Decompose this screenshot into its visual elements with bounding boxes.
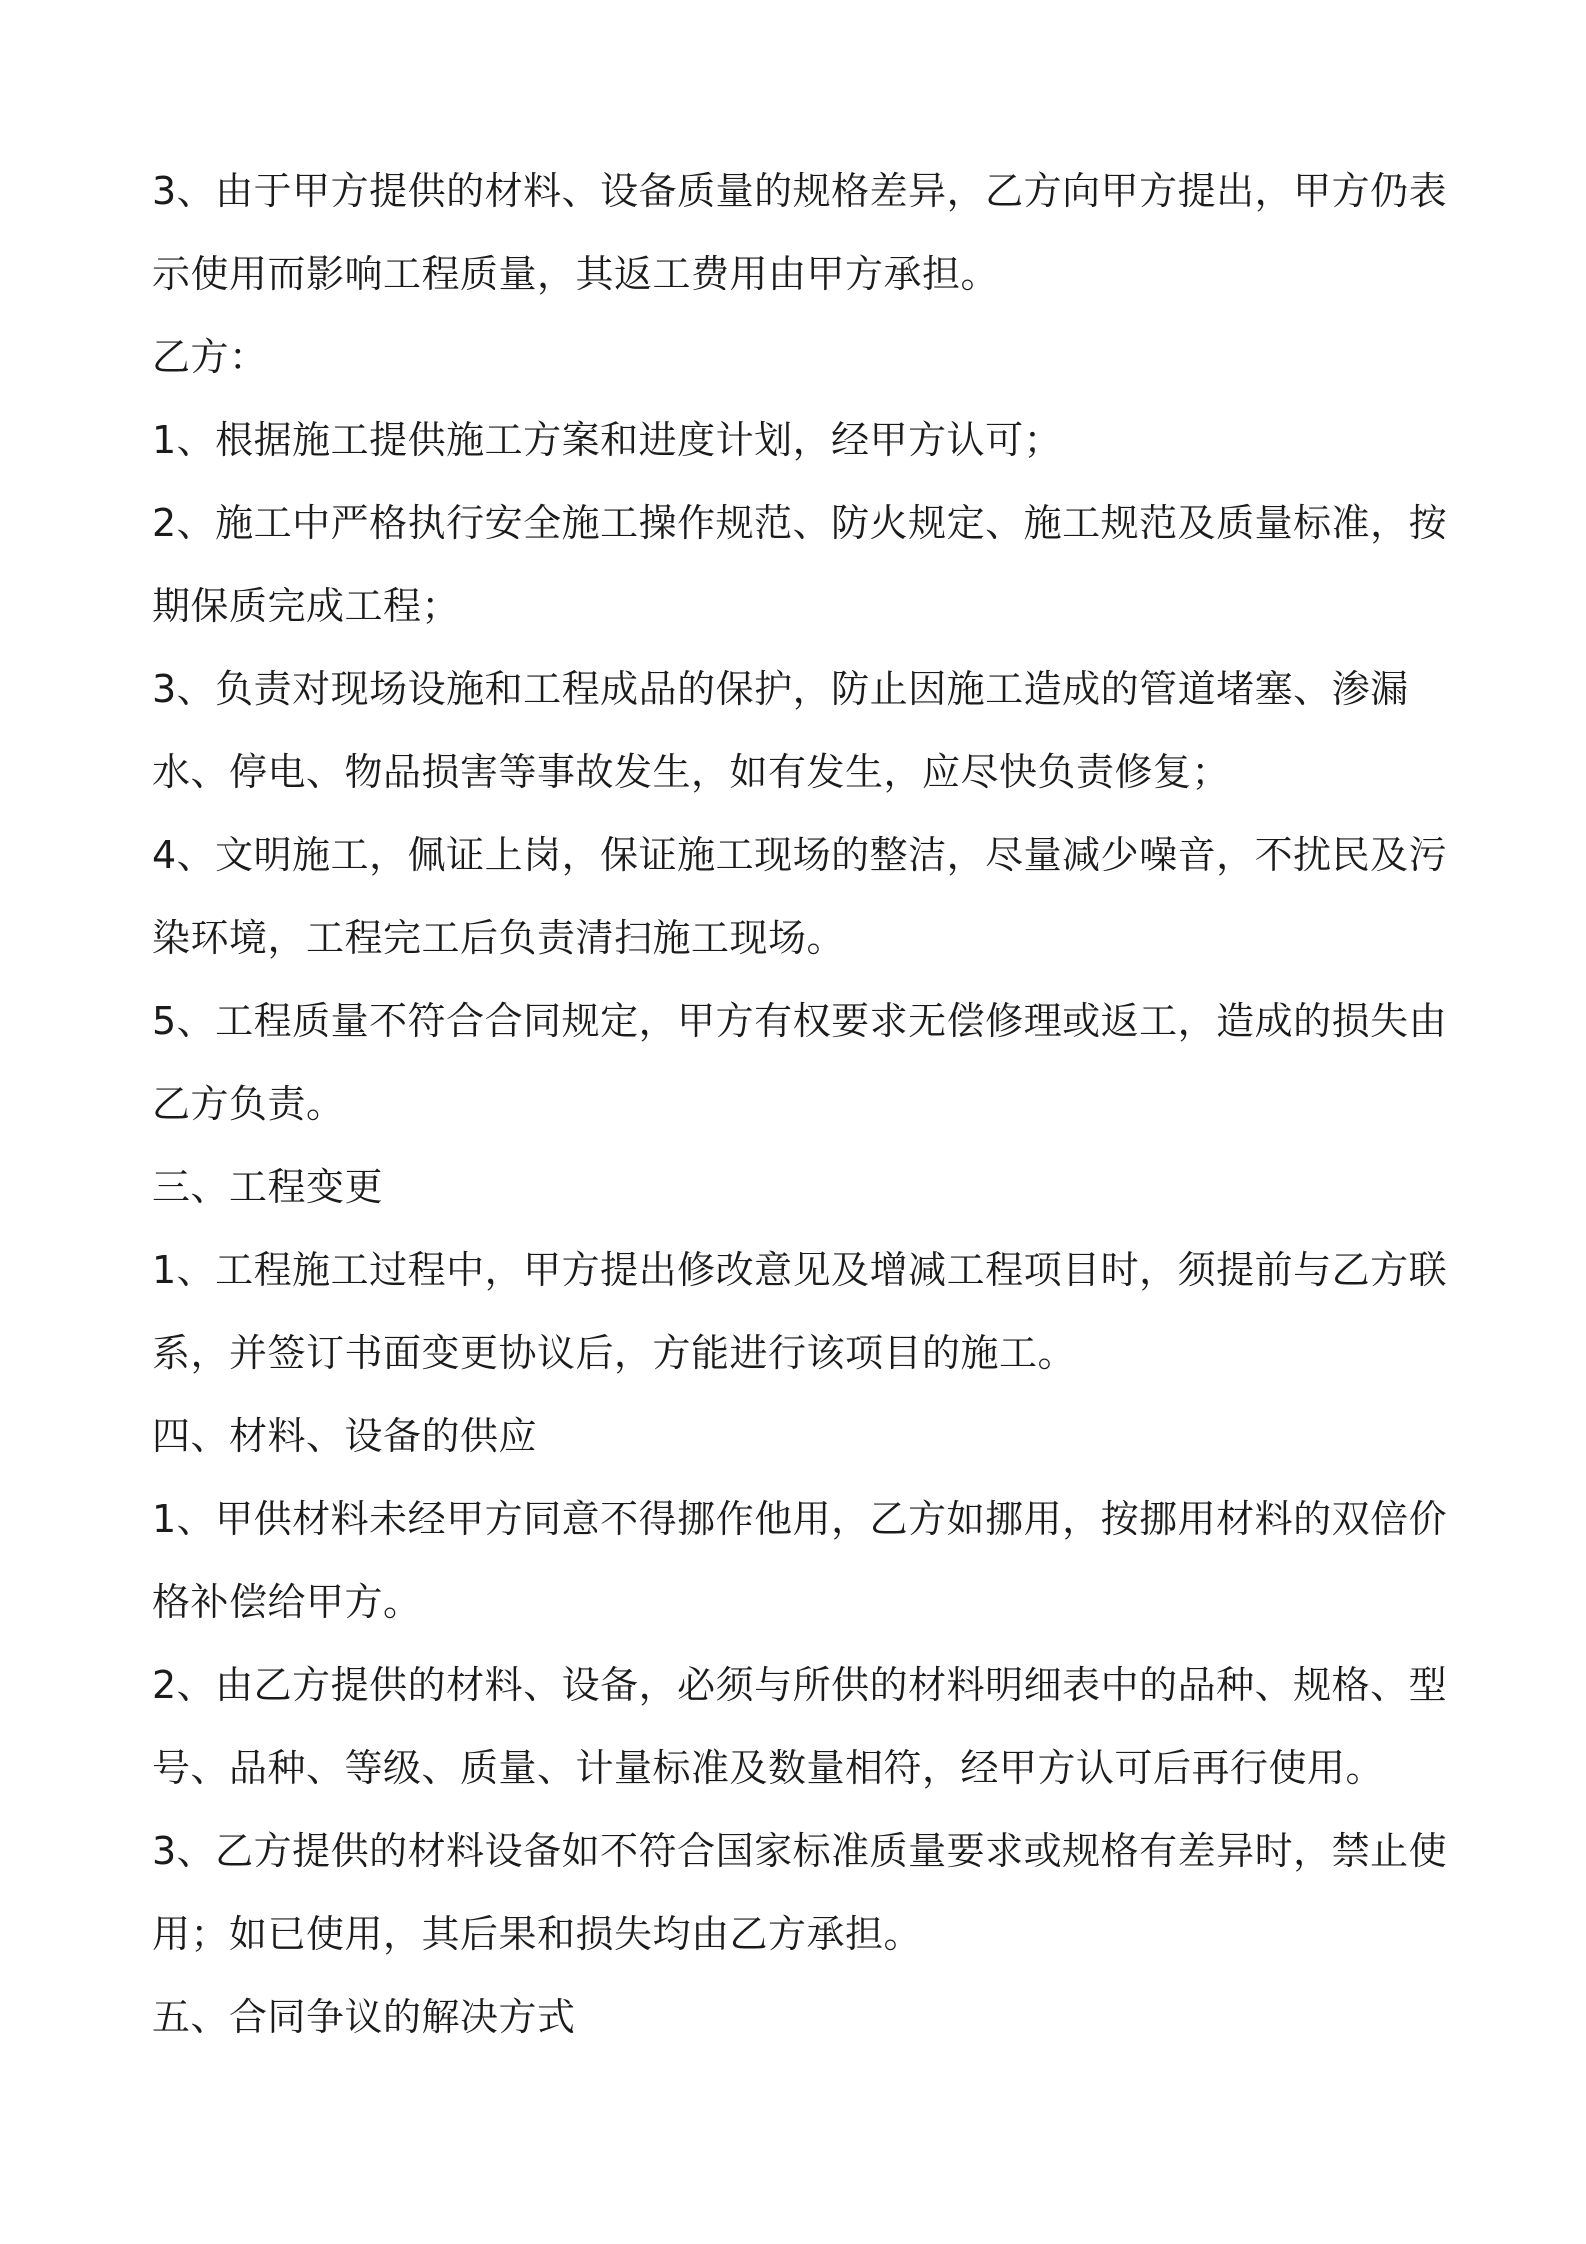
paragraph-item-3-site-protection: 3、负责对现场设施和工程成品的保护，防止因施工造成的管道堵塞、渗漏水、停电、物品损害等事故发生，如有发生，应尽快负责修复； — [152, 667, 1409, 794]
paragraph-supply-item-2: 2、由乙方提供的材料、设备，必须与所供的材料明细表中的品种、规格、型号、品种、等级、质量、计量标准及数量相符，经甲方认可后再行使用。 — [152, 1663, 1448, 1790]
paragraph-item-4-civilized-construction: 4、文明施工，佩证上岗，保证施工现场的整洁，尽量减少噪音，不扰民及污染环境，工程完工后负责清扫施工现场。 — [152, 833, 1448, 960]
paragraph-change-procedure: 1、工程施工过程中，甲方提出修改意见及增减工程项目时，须提前与乙方联系，并签订书面变更协议后，方能进行该项目的施工。 — [152, 1248, 1448, 1375]
section-heading-project-change: 三、工程变更 — [152, 1165, 384, 1209]
paragraph-item-2-safety-standards: 2、施工中严格执行安全施工操作规范、防火规定、施工规范及质量标准，按期保质完成工程； — [152, 501, 1448, 628]
paragraph-supply-item-1: 1、甲供材料未经甲方同意不得挪作他用，乙方如挪用，按挪用材料的双倍价格补偿给甲方。 — [152, 1497, 1448, 1624]
section-heading-dispute-resolution: 五、合同争议的解决方式 — [152, 1995, 576, 2039]
document-body — [152, 150, 1452, 2059]
section-label-yifang: 乙方： — [152, 335, 268, 379]
paragraph-supply-item-3: 3、乙方提供的材料设备如不符合国家标准质量要求或规格有差异时，禁止使用；如已使用，其后果和损失均由乙方承担。 — [152, 1829, 1448, 1956]
section-heading-material-supply: 四、材料、设备的供应 — [152, 1414, 538, 1458]
paragraph-item-5-quality-responsibility: 5、工程质量不符合合同规定，甲方有权要求无偿修理或返工，造成的损失由乙方负责。 — [152, 999, 1448, 1126]
paragraph-item-1-construction-plan: 1、根据施工提供施工方案和进度计划，经甲方认可； — [152, 418, 1063, 462]
paragraph-item-3-jiafang-materials: 3、由于甲方提供的材料、设备质量的规格差异，乙方向甲方提出，甲方仍表示使用而影响工程质量，其返工费用由甲方承担。 — [152, 169, 1448, 296]
